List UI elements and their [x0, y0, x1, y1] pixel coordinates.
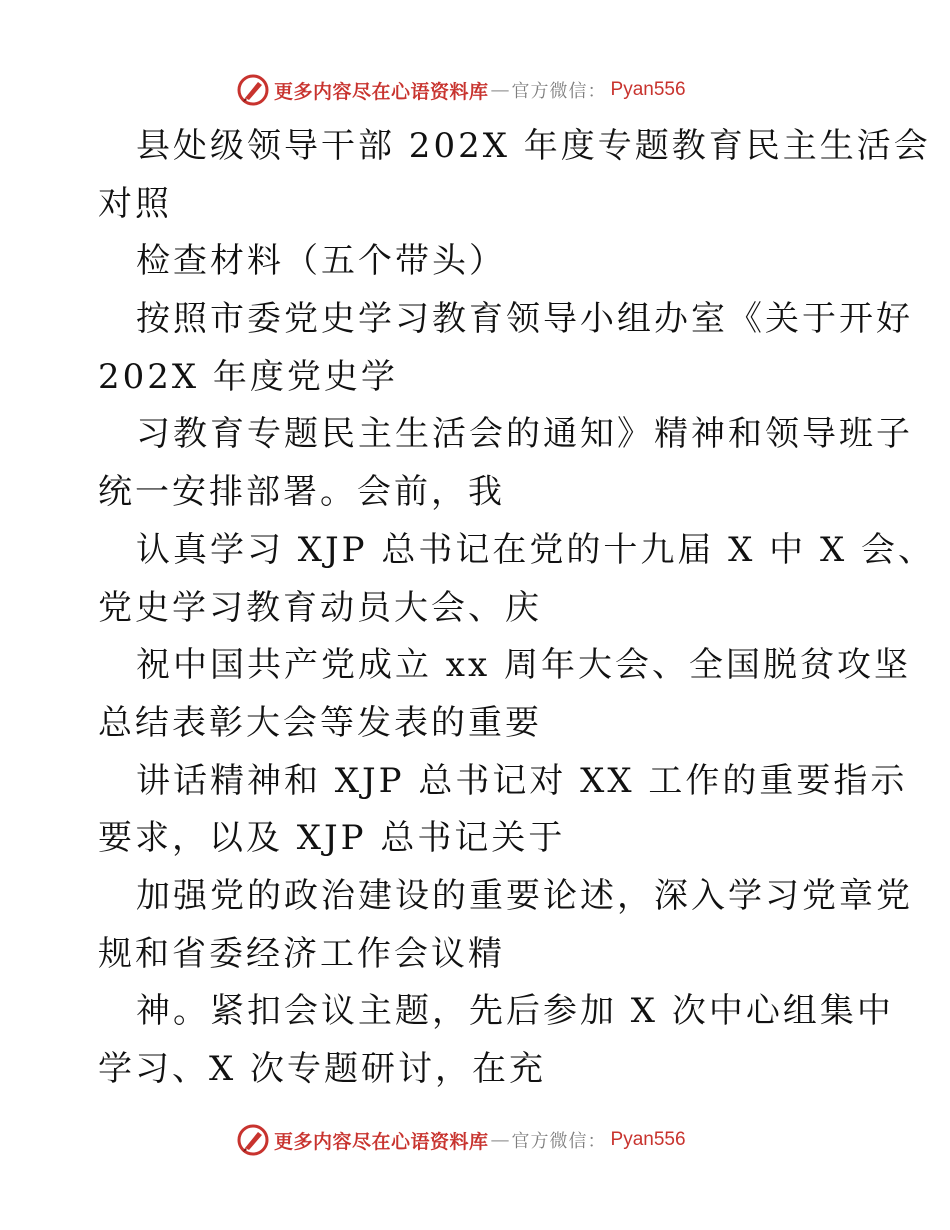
paragraph-line: 加强党的政治建设的重要论述，深入学习党章党 — [136, 875, 913, 916]
paragraph-line: 习教育专题民主生活会的通知》精神和领导班子 — [136, 414, 913, 455]
document-title-line-1: 县处级领导干部 202X 年度专题教育民主生活会 — [136, 126, 931, 166]
paragraph-line: 202X 年度党史学 — [98, 356, 398, 397]
paragraph-line: 按照市委党史学习教育领导小组办室《关于开好 — [136, 299, 913, 340]
paragraph-line: 认真学习 XJP 总书记在党的十九届 X 中 X 会、 — [136, 529, 935, 570]
watermark-dash: — — [490, 79, 510, 101]
watermark-wechat-id: Pyan556 — [610, 1129, 686, 1150]
watermark-dash: — — [490, 1129, 510, 1151]
watermark-official-label: 官方微信： — [511, 81, 607, 102]
pen-logo-icon — [236, 73, 270, 107]
paragraph-line: 党史学习教育动员大会、庆 — [98, 587, 542, 628]
document-title-line-2: 对照 — [98, 183, 172, 224]
header-watermark — [236, 72, 686, 108]
paragraph-line: 统一安排部署。会前，我 — [98, 472, 505, 513]
paragraph-line: 神。紧扣会议主题，先后参加 X 次中心组集中 — [136, 991, 894, 1032]
paragraph-line: 规和省委经济工作会议精 — [98, 933, 505, 974]
watermark-main-text: 更多内容尽在心语资料库 — [274, 1130, 489, 1153]
document-subtitle: 检查材料（五个带头） — [136, 241, 506, 282]
document-body — [98, 118, 935, 1099]
paragraph-line: 要求，以及 XJP 总书记关于 — [98, 818, 566, 859]
paragraph-line: 祝中国共产党成立 xx 周年大会、全国脱贫攻坚 — [136, 645, 911, 686]
watermark-official-label: 官方微信： — [511, 1131, 607, 1152]
watermark-main-text: 更多内容尽在心语资料库 — [274, 80, 489, 103]
pen-logo-icon — [236, 1123, 270, 1157]
paragraph-line: 总结表彰大会等发表的重要 — [98, 702, 542, 743]
paragraph-line: 学习、X 次专题研讨，在充 — [98, 1049, 547, 1089]
watermark-wechat-id: Pyan556 — [610, 79, 686, 100]
footer-watermark — [236, 1122, 686, 1158]
paragraph-line: 讲话精神和 XJP 总书记对 XX 工作的重要指示 — [136, 760, 908, 801]
